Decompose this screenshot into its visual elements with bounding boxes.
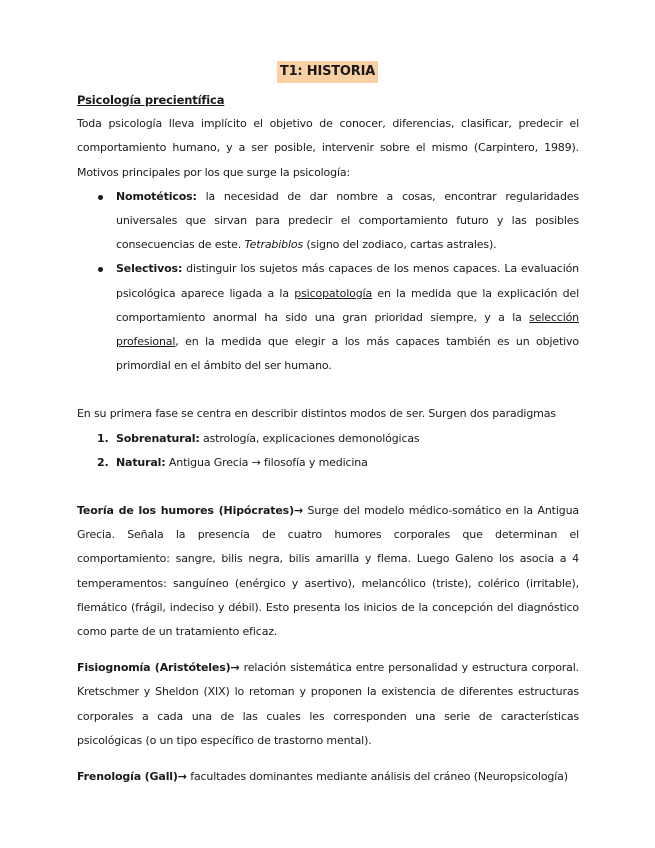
tetrabiblos-italic: Tetrabiblos: [244, 238, 304, 252]
title-wrap: [0, 60, 655, 83]
seleccion-profesional-underlined: selección profesional: [116, 310, 579, 349]
list-number: 1.: [97, 431, 109, 445]
numbered-list-paradigmas: [77, 427, 579, 475]
list-item-natural: [77, 451, 579, 475]
sobrenatural-text: astrología, explicaciones demonológicas: [199, 431, 420, 445]
paragraph-paradigmas: En su primera fase se centra en describir distintos modos de ser. Surgen dos paradigmas: [77, 407, 556, 421]
document-body: [77, 88, 579, 789]
list-item-nomoteticos: [77, 185, 579, 258]
page-title: T1: HISTORIA: [277, 61, 378, 83]
list-item-sobrenatural: [77, 427, 579, 451]
frenologia-text: facultades dominantes mediante análisis del cráneo (Neuropsicología): [186, 770, 568, 784]
paragraph-frenologia: [77, 765, 579, 789]
term-frenologia: Frenología (Gall)→: [77, 770, 187, 784]
paragraph-fisiognomia: [77, 656, 579, 753]
term-sobrenatural: Sobrenatural:: [116, 431, 200, 445]
list-item-selectivos: [77, 257, 579, 378]
term-fisiognomia: Fisiognomía (Aristóteles)→: [77, 661, 240, 675]
fisiognomia-text: relación sistemática entre personalidad y estructura corporal. Kretschmer y Sheldon (XIX) lo retoman y proponen la existencia de diferentes estructuras corporales a cada una de las cuales les corresponden una serie de características psicológicas (o un tipo específico de trastorno mental).: [77, 661, 579, 747]
bullet-list-motivos: [77, 185, 579, 379]
bullet-icon: [98, 195, 103, 200]
term-natural: Natural:: [116, 455, 166, 469]
term-selectivos: Selectivos:: [116, 262, 183, 276]
natural-text: Antigua Grecia → filosofía y medicina: [165, 455, 368, 469]
selectivos-text-a: distinguir los sujetos más capaces de los menos capaces. La evaluación psicológica aparece ligada a la: [116, 262, 579, 300]
term-nomoteticos: Nomotéticos:: [116, 189, 197, 203]
paragraph-humores: [77, 499, 579, 644]
selectivos-text-c: , en la medida que elegir a los más capaces también es un objetivo primordial en el ámbito del ser humano.: [116, 335, 579, 373]
bullet-icon: [98, 267, 103, 272]
spacer: [77, 378, 579, 402]
nomoteticos-text-b: (signo del zodiaco, cartas astrales).: [303, 238, 497, 252]
section-heading-precientifica: Psicología precientífica: [77, 93, 225, 107]
selectivos-text-b: en la medida que la explicación del comportamiento anormal ha sido una gran prioridad siempre, y a la: [116, 286, 579, 324]
list-number: 2.: [97, 455, 109, 469]
paragraph-intro: Toda psicología lleva implícito el objetivo de conocer, diferencias, clasificar, predecir el comportamiento humano, y a ser posible, intervenir sobre el mismo (Carpintero, 1989). Motivos principales por los que surge la psicología:: [77, 117, 579, 179]
humores-text: Surge del modelo médico-somático en la Antigua Grecia. Señala la presencia de cuatro humores corporales que determinan el comportamiento: sangre, bilis negra, bilis amarilla y flema. Luego Galeno los asocia a 4 temperamentos: sanguíneo (enérgico y asertivo), melancólico (triste), colérico (irritable), flemático (frágil, indeciso y débil). Esto presenta los inicios de la concepción del diagnóstico como parte de un tratamiento eficaz.: [77, 504, 579, 639]
spacer: [77, 753, 579, 765]
spacer: [77, 475, 579, 499]
nomoteticos-text-a: la necesidad de dar nombre a cosas, encontrar regularidades universales que sirvan para predecir el comportamiento futuro y las posibles consecuencias de este.: [116, 189, 579, 252]
spacer: [77, 644, 579, 656]
psicopatologia-underlined: psicopatología: [294, 286, 373, 300]
term-humores: Teoría de los humores (Hipócrates)→: [77, 504, 304, 518]
